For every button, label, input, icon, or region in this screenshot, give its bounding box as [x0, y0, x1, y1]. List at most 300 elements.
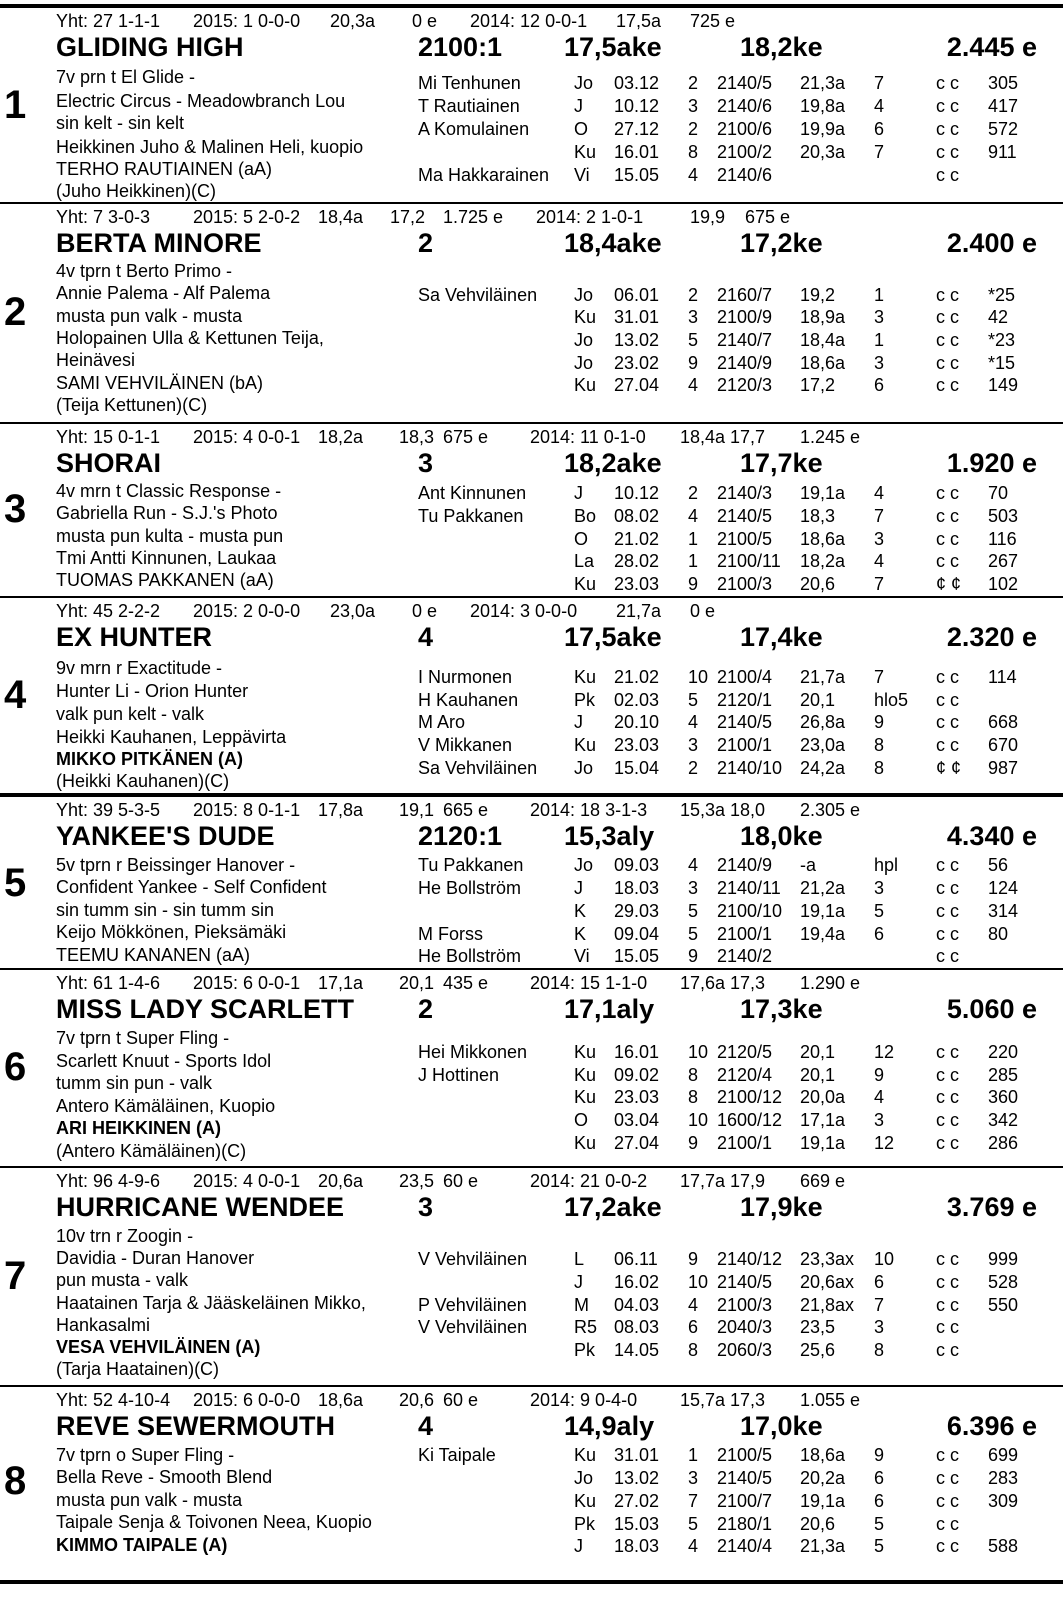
start-pos: 3 [688, 307, 699, 327]
start-time: 17,1a [800, 1110, 846, 1130]
start-dist: 2140/10 [717, 758, 783, 778]
start-driver: V Vehviläinen [418, 1317, 528, 1337]
start-shoes: c c [936, 690, 960, 710]
pedigree-line: 7v tprn o Super Fling - [56, 1445, 235, 1465]
start-odds: 116 [988, 529, 1017, 549]
start-date: 18.03 [614, 1536, 660, 1556]
horse-name: EX HUNTER [56, 622, 213, 652]
start-odds: 285 [988, 1065, 1019, 1085]
horse-name: SHORAI [56, 448, 162, 478]
start-time: 18,6a [800, 1445, 846, 1465]
stats-field: 725 e [690, 11, 736, 31]
start-track: La [574, 551, 595, 571]
stats-field: 17,5a [616, 11, 662, 31]
start-time: -a [800, 855, 817, 875]
start-dist: 2160/7 [717, 285, 773, 305]
start-driver: H Kauhanen [418, 690, 519, 710]
start-pos: 4 [688, 855, 699, 875]
start-date: 15.04 [614, 758, 660, 778]
start-dist: 2100/7 [717, 1491, 773, 1511]
start-date: 10.12 [614, 96, 660, 116]
start-shoes: c c [936, 353, 960, 373]
stats-field: 60 e [443, 1171, 479, 1191]
start-time: 26,8a [800, 712, 846, 732]
start-place: 6 [874, 1468, 885, 1488]
pedigree-line: Heinävesi [56, 350, 136, 370]
pedigree-line: TERHO RAUTIAINEN (aA) [56, 159, 273, 179]
start-dist: 2100/3 [717, 574, 773, 594]
record-volt: 17,0ke [740, 1411, 823, 1441]
start-track: Ku [574, 1065, 597, 1085]
horse-entry [0, 202, 1063, 424]
start-pos: 9 [688, 574, 699, 594]
start-time: 17,2 [800, 375, 836, 395]
start-driver: M Forss [418, 924, 483, 944]
start-dist: 2100/1 [717, 924, 773, 944]
start-dist: 2140/5 [717, 1468, 773, 1488]
start-dist: 2140/2 [717, 946, 773, 966]
start-track: Ku [574, 1491, 597, 1511]
start-place: 12 [874, 1133, 895, 1153]
prize-money: 2.445 e [946, 32, 1037, 62]
stats-field: 17,3 [730, 1390, 766, 1410]
start-place: 1 [874, 330, 885, 350]
start-odds: *23 [988, 330, 1016, 350]
start-pos: 3 [688, 735, 699, 755]
distance-label: 2100:1 [418, 32, 503, 62]
start-pos: 2 [688, 758, 699, 778]
start-odds: 149 [988, 375, 1019, 395]
start-shoes: c c [936, 330, 960, 350]
start-place: 3 [874, 529, 885, 549]
start-driver: P Vehviläinen [418, 1295, 527, 1315]
distance-label: 4 [418, 1411, 434, 1441]
start-dist: 2120/4 [717, 1065, 773, 1085]
start-time: 19,8a [800, 96, 846, 116]
start-shoes: c c [936, 375, 960, 395]
start-dist: 2100/5 [717, 1445, 773, 1465]
start-driver: He Bollström [418, 878, 522, 898]
start-pos: 3 [688, 96, 699, 116]
start-shoes: c c [936, 1536, 960, 1556]
stats-field: 15,7a [680, 1390, 726, 1410]
start-dist: 2100/4 [717, 667, 773, 687]
start-odds: 124 [988, 878, 1019, 898]
start-odds: 911 [988, 142, 1017, 162]
stats-field: 17,1a [318, 973, 364, 993]
start-dist: 2180/1 [717, 1514, 773, 1534]
stats-field: 2015: 5 2-0-2 [193, 207, 301, 227]
stats-field: 0 e [412, 601, 438, 621]
start-shoes: c c [936, 165, 960, 185]
start-place: 6 [874, 375, 885, 395]
start-track: R5 [574, 1317, 598, 1337]
stats-field: 2014: 3 0-0-0 [470, 601, 578, 621]
pedigree-line: Heikki Kauhanen, Leppävirta [56, 727, 287, 747]
start-date: 27.04 [614, 375, 660, 395]
start-time: 20,1 [800, 690, 836, 710]
start-driver: Tu Pakkanen [418, 506, 524, 526]
start-pos: 8 [688, 1087, 699, 1107]
start-odds: 670 [988, 735, 1019, 755]
start-number: 8 [4, 1459, 27, 1503]
stats-field: 2015: 4 0-0-1 [193, 1171, 301, 1191]
start-date: 08.02 [614, 506, 660, 526]
start-track: Jo [574, 758, 594, 778]
stats-field: 19,1 [399, 800, 435, 820]
pedigree-line: Hankasalmi [56, 1315, 151, 1335]
start-pos: 5 [688, 330, 699, 350]
start-time: 20,0a [800, 1087, 846, 1107]
prize-money: 1.920 e [946, 448, 1037, 478]
distance-label: 3 [418, 1192, 434, 1222]
stats-field: 18,3 [399, 427, 435, 447]
start-time: 19,1a [800, 483, 846, 503]
start-pos: 9 [688, 353, 699, 373]
stats-field: 665 e [443, 800, 489, 820]
start-date: 27.04 [614, 1133, 660, 1153]
stats-field: Yht: 39 5-3-5 [56, 800, 161, 820]
stats-field: 435 e [443, 973, 489, 993]
start-pos: 8 [688, 1065, 699, 1085]
start-track: Ku [574, 574, 597, 594]
start-date: 29.03 [614, 901, 660, 921]
start-date: 21.02 [614, 667, 660, 687]
start-track: Pk [574, 1514, 596, 1534]
start-dist: 2140/3 [717, 483, 773, 503]
start-time: 20,6 [800, 1514, 836, 1534]
start-place: 7 [874, 574, 885, 594]
stats-field: 17,2 [390, 207, 426, 227]
start-track: Ku [574, 667, 597, 687]
pedigree-line: Taipale Senja & Toivonen Neea, Kuopio [56, 1512, 372, 1532]
start-date: 10.12 [614, 483, 660, 503]
pedigree-line: 10v trn r Zoogin - [56, 1226, 194, 1246]
start-track: Ku [574, 142, 597, 162]
stats-field: 675 e [443, 427, 489, 447]
start-driver: He Bollström [418, 946, 522, 966]
start-odds: 220 [988, 1042, 1019, 1062]
stats-field: 2015: 8 0-1-1 [193, 800, 301, 820]
stats-field: 2014: 15 1-1-0 [530, 973, 648, 993]
start-pos: 9 [688, 1133, 699, 1153]
start-place: 12 [874, 1042, 895, 1062]
pedigree-line: Confident Yankee - Self Confident [56, 877, 327, 897]
start-place: 4 [874, 551, 885, 571]
start-odds: 283 [988, 1468, 1019, 1488]
record-auto: 15,3aly [564, 821, 655, 851]
start-date: 15.05 [614, 165, 660, 185]
record-volt: 17,2ke [740, 228, 823, 258]
start-time: 21,3a [800, 1536, 846, 1556]
pedigree-line: 7v prn t El Glide - [56, 67, 196, 87]
start-pos: 6 [688, 1317, 699, 1337]
start-shoes: c c [936, 551, 960, 571]
record-auto: 14,9aly [564, 1411, 655, 1441]
horse-entry [0, 793, 1063, 972]
trainer-driver: ARI HEIKKINEN (A) [56, 1118, 221, 1138]
start-dist: 2140/6 [717, 165, 773, 185]
stats-field: 2015: 6 0-0-1 [193, 973, 301, 993]
start-place: 8 [874, 1340, 885, 1360]
start-track: Ku [574, 1133, 597, 1153]
start-track: Jo [574, 73, 594, 93]
distance-label: 2 [418, 228, 434, 258]
stats-field: 17,7 [730, 427, 766, 447]
start-date: 31.01 [614, 307, 660, 327]
start-shoes: ¢ ¢ [936, 574, 962, 594]
pedigree-line: Hunter Li - Orion Hunter [56, 681, 249, 701]
start-track: Vi [574, 165, 590, 185]
start-pos: 5 [688, 690, 699, 710]
start-dist: 2100/6 [717, 119, 773, 139]
start-shoes: c c [936, 1249, 960, 1269]
start-pos: 1 [688, 529, 699, 549]
pedigree-line: Scarlett Knuut - Sports Idol [56, 1051, 272, 1071]
start-place: 7 [874, 73, 885, 93]
start-track: O [574, 119, 589, 139]
start-pos: 4 [688, 712, 699, 732]
start-dist: 2100/3 [717, 1295, 773, 1315]
start-shoes: c c [936, 1295, 960, 1315]
start-date: 23.03 [614, 574, 660, 594]
prize-money: 3.769 e [946, 1192, 1037, 1222]
stats-field: Yht: 27 1-1-1 [56, 11, 161, 31]
record-auto: 18,2ake [564, 448, 662, 478]
stats-field: Yht: 52 4-10-4 [56, 1390, 171, 1410]
stats-field: 60 e [443, 1390, 479, 1410]
start-shoes: c c [936, 712, 960, 732]
start-pos: 10 [688, 667, 709, 687]
start-track: Jo [574, 353, 594, 373]
pedigree-line: (Tarja Haatainen)(C) [56, 1359, 220, 1379]
pedigree-line: sin kelt - sin kelt [56, 113, 185, 133]
start-time: 25,6 [800, 1340, 836, 1360]
stats-field: Yht: 61 1-4-6 [56, 973, 161, 993]
start-date: 16.01 [614, 1042, 660, 1062]
start-pos: 10 [688, 1110, 709, 1130]
horse-name: REVE SEWERMOUTH [56, 1411, 336, 1441]
start-place: hpl [874, 855, 899, 875]
start-dist: 2140/9 [717, 855, 773, 875]
start-time: 18,4a [800, 330, 846, 350]
record-volt: 17,3ke [740, 994, 823, 1024]
start-pos: 2 [688, 483, 699, 503]
start-pos: 2 [688, 73, 699, 93]
start-shoes: c c [936, 142, 960, 162]
stats-field: 17,6a [680, 973, 726, 993]
start-pos: 5 [688, 1514, 699, 1534]
pedigree-line: Davidia - Duran Hanover [56, 1248, 255, 1268]
start-date: 03.04 [614, 1110, 660, 1130]
stats-field: 2015: 4 0-0-1 [193, 427, 301, 447]
start-shoes: c c [936, 735, 960, 755]
start-track: Ku [574, 1087, 597, 1107]
start-pos: 9 [688, 1249, 699, 1269]
start-track: J [574, 96, 583, 116]
prize-money: 2.320 e [946, 622, 1037, 652]
start-date: 23.02 [614, 353, 660, 373]
start-shoes: c c [936, 285, 960, 305]
start-pos: 10 [688, 1042, 709, 1062]
start-shoes: c c [936, 1110, 960, 1130]
start-track: Pk [574, 1340, 596, 1360]
start-track: Ku [574, 375, 597, 395]
start-odds: 360 [988, 1087, 1019, 1107]
distance-label: 3 [418, 448, 434, 478]
start-dist: 2140/12 [717, 1249, 783, 1269]
start-track: Jo [574, 1468, 594, 1488]
start-odds: 102 [988, 574, 1019, 594]
start-place: 10 [874, 1249, 895, 1269]
record-volt: 17,7ke [740, 448, 823, 478]
start-odds: 550 [988, 1295, 1019, 1315]
start-odds: 309 [988, 1491, 1019, 1511]
prize-money: 2.400 e [946, 228, 1037, 258]
stats-field: 18,4a [318, 207, 364, 227]
start-time: 18,9a [800, 307, 846, 327]
pedigree-line: Tmi Antti Kinnunen, Laukaa [56, 548, 277, 568]
start-time: 20,6ax [800, 1272, 855, 1292]
record-volt: 18,2ke [740, 32, 823, 62]
start-driver: V Vehviläinen [418, 1249, 528, 1269]
start-odds: 56 [988, 855, 1009, 875]
start-dist: 2040/3 [717, 1317, 773, 1337]
stats-field: 0 e [412, 11, 438, 31]
trainer-driver: VESA VEHVILÄINEN (A) [56, 1337, 261, 1357]
horse-name: YANKEE'S DUDE [56, 821, 275, 851]
start-track: J [574, 1536, 583, 1556]
start-odds: 699 [988, 1445, 1019, 1465]
start-dist: 2140/4 [717, 1536, 773, 1556]
start-place: 7 [874, 506, 885, 526]
start-place: 8 [874, 735, 885, 755]
stats-field: 20,6a [318, 1171, 364, 1191]
start-track: O [574, 1110, 589, 1130]
start-track: J [574, 1272, 583, 1292]
horse-entry [0, 596, 1063, 795]
start-shoes: c c [936, 1317, 960, 1337]
start-shoes: c c [936, 1491, 960, 1511]
start-dist: 2140/9 [717, 353, 773, 373]
start-date: 06.11 [614, 1249, 658, 1269]
start-time: 21,8ax [800, 1295, 855, 1315]
start-time: 20,2a [800, 1468, 846, 1488]
start-place: 3 [874, 307, 885, 327]
start-pos: 8 [688, 1340, 699, 1360]
stats-field: 2014: 2 1-0-1 [536, 207, 644, 227]
start-number: 6 [4, 1045, 27, 1089]
start-shoes: c c [936, 855, 960, 875]
stats-field: 675 e [745, 207, 791, 227]
start-date: 14.05 [614, 1340, 660, 1360]
start-place: 4 [874, 96, 885, 116]
start-pos: 9 [688, 946, 699, 966]
stats-field: 15,3a [680, 800, 726, 820]
horse-name: HURRICANE WENDEE [56, 1192, 345, 1222]
start-number: 4 [4, 672, 27, 717]
horse-entry [0, 1166, 1063, 1387]
start-dist: 2120/3 [717, 375, 773, 395]
start-time: 20,1 [800, 1065, 836, 1085]
start-pos: 2 [688, 285, 699, 305]
start-pos: 4 [688, 506, 699, 526]
stats-field: 23,5 [399, 1171, 435, 1191]
start-driver: Sa Vehviläinen [418, 285, 538, 305]
start-dist: 2140/5 [717, 1272, 773, 1292]
start-odds: 267 [988, 551, 1019, 571]
start-odds: 342 [988, 1110, 1019, 1130]
record-auto: 18,4ake [564, 228, 662, 258]
start-date: 27.12 [614, 119, 660, 139]
start-track: Ku [574, 307, 597, 327]
stats-field: 20,3a [330, 11, 376, 31]
start-place: 1 [874, 285, 885, 305]
start-place: hlo5 [874, 690, 909, 710]
record-volt: 18,0ke [740, 821, 823, 851]
start-driver: V Mikkanen [418, 735, 513, 755]
start-time: 19,1a [800, 1133, 846, 1153]
start-track: K [574, 924, 587, 944]
start-date: 16.02 [614, 1272, 660, 1292]
start-pos: 8 [688, 142, 699, 162]
pedigree-line: (Heikki Kauhanen)(C) [56, 771, 230, 791]
start-dist: 2100/1 [717, 1133, 773, 1153]
stats-field: 2014: 12 0-0-1 [470, 11, 588, 31]
start-odds: 999 [988, 1249, 1019, 1269]
start-place: 6 [874, 1491, 885, 1511]
stats-field: 17,8a [318, 800, 364, 820]
start-time: 18,3 [800, 506, 836, 526]
pedigree-line: pun musta - valk [56, 1270, 189, 1290]
start-place: 3 [874, 878, 885, 898]
start-pos: 4 [688, 1536, 699, 1556]
start-odds: 417 [988, 96, 1019, 116]
start-place: 9 [874, 1445, 885, 1465]
start-shoes: c c [936, 1468, 960, 1488]
stats-field: 18,6a [318, 1390, 364, 1410]
horse-entry [0, 968, 1063, 1168]
start-driver: Mi Tenhunen [418, 73, 521, 93]
start-dist: 2120/1 [717, 690, 773, 710]
start-dist: 2100/12 [717, 1087, 783, 1107]
start-place: 8 [874, 758, 885, 778]
start-time: 19,9a [800, 119, 846, 139]
start-place: 6 [874, 1272, 885, 1292]
stats-field: 1.725 e [443, 207, 504, 227]
start-dist: 2140/6 [717, 96, 773, 116]
start-time: 20,1 [800, 1042, 836, 1062]
pedigree-line: Keijo Mökkönen, Pieksämäki [56, 922, 287, 942]
start-track: O [574, 529, 589, 549]
start-shoes: ¢ ¢ [936, 758, 962, 778]
start-date: 15.05 [614, 946, 660, 966]
start-date: 09.04 [614, 924, 660, 944]
start-odds: 70 [988, 483, 1009, 503]
start-date: 13.02 [614, 1468, 660, 1488]
start-shoes: c c [936, 1133, 960, 1153]
start-pos: 4 [688, 375, 699, 395]
pedigree-line: Holopainen Ulla & Kettunen Teija, [56, 328, 324, 348]
stats-field: 18,4a [680, 427, 726, 447]
start-place: 3 [874, 353, 885, 373]
pedigree-line: Annie Palema - Alf Palema [56, 283, 271, 303]
start-odds: 314 [988, 901, 1019, 921]
start-date: 06.01 [614, 285, 660, 305]
start-time: 19,1a [800, 901, 846, 921]
start-odds: 668 [988, 712, 1019, 732]
start-shoes: c c [936, 96, 960, 116]
